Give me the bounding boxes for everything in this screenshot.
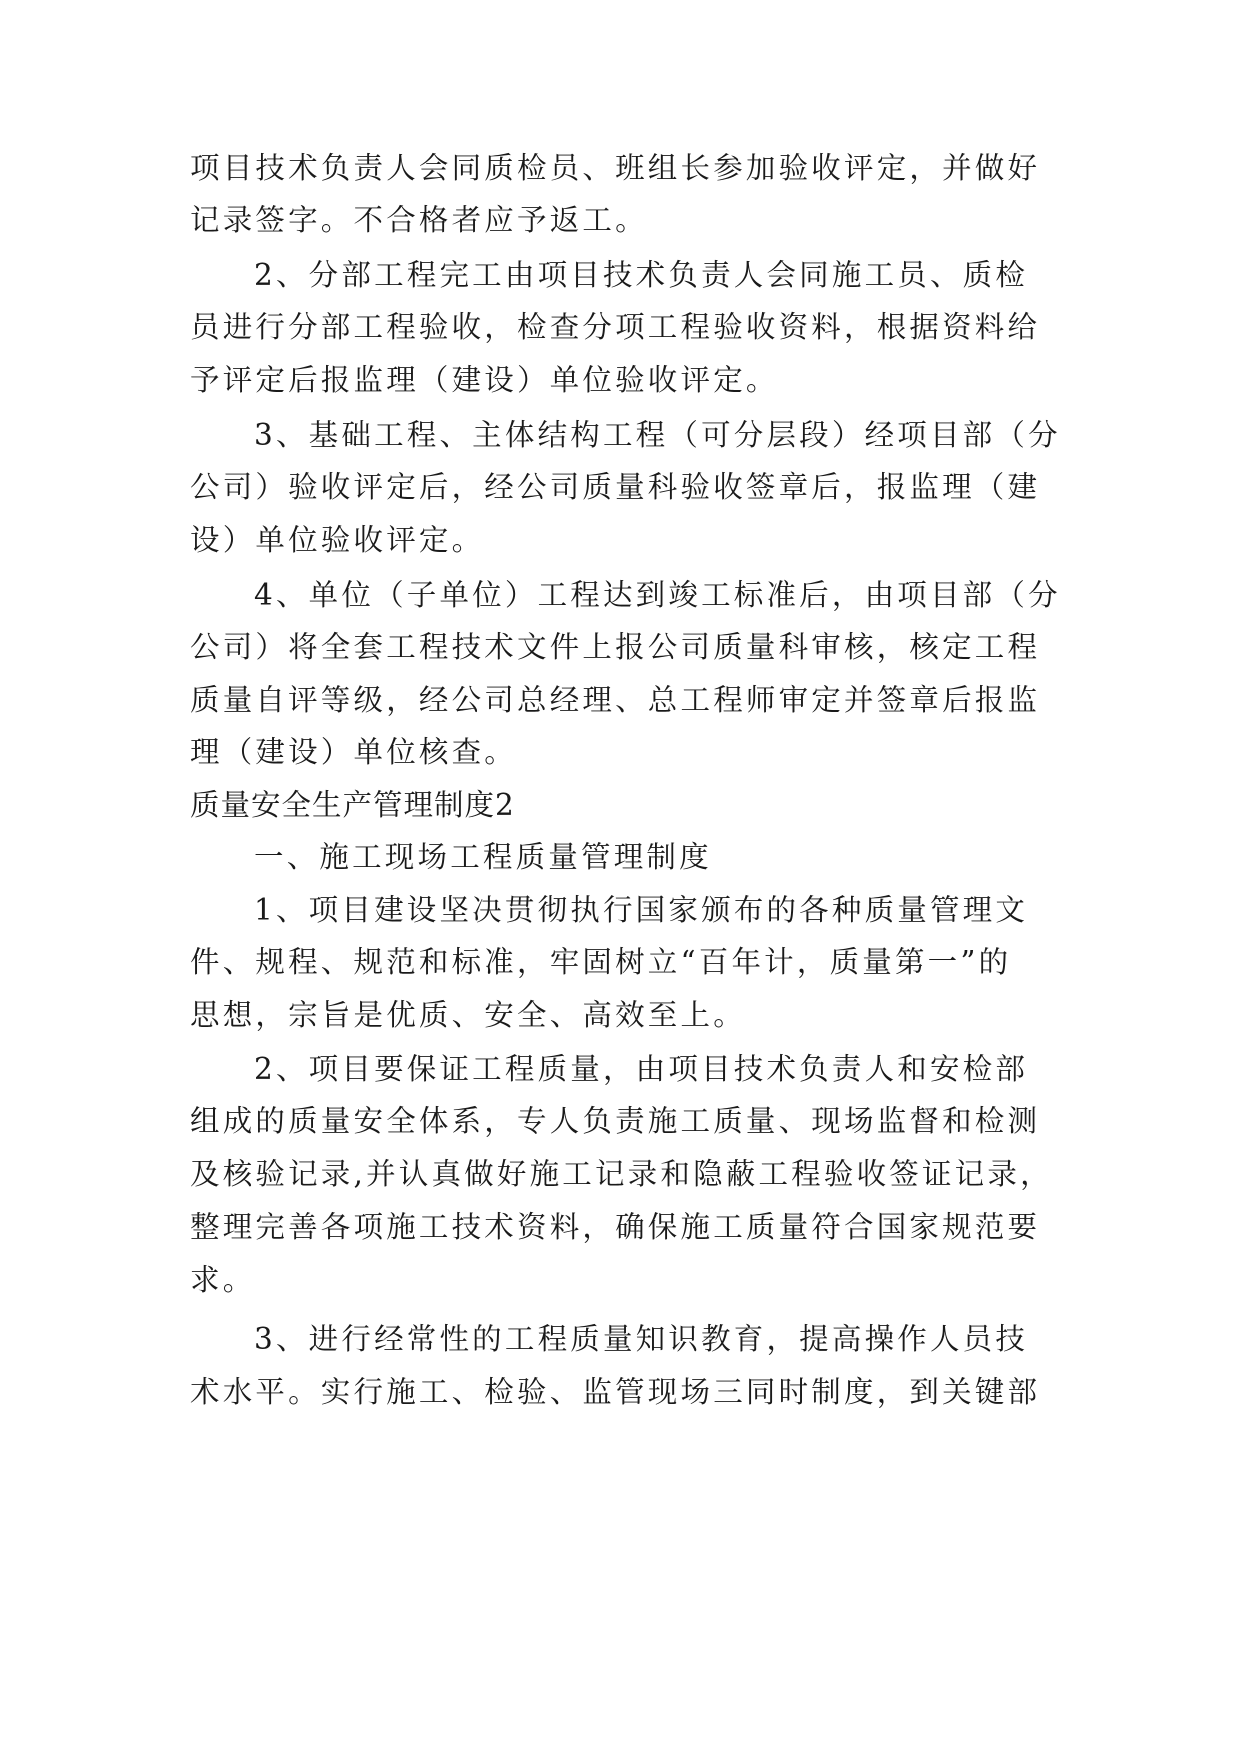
text-line: 思想，宗旨是优质、安全、高效至上。 [190,998,746,1032]
text-line: 公司）验收评定后，经公司质量科验收签章后，报监理（建 [190,470,1041,504]
text-line: 予评定后报监理（建设）单位验收评定。 [190,363,779,397]
text-line: 员进行分部工程验收，检查分项工程验收资料，根据资料给 [190,310,1041,344]
text-line: 4、单位（子单位）工程达到竣工标准后，由项目部（分 [254,578,1061,612]
text-line: 2、项目要保证工程质量，由项目技术负责人和安检部 [254,1052,1029,1086]
text-line: 3、基础工程、主体结构工程（可分层段）经项目部（分 [254,418,1061,452]
text-line: 3、进行经常性的工程质量知识教育，提高操作人员技 [254,1322,1029,1356]
text-line: 理（建设）单位核查。 [190,735,518,769]
text-line: 项目技术负责人会同质检员、班组长参加验收评定，并做好 [190,151,1041,185]
text-line: 公司）将全套工程技术文件上报公司质量科审核，核定工程 [190,630,1041,664]
text-line: 组成的质量安全体系，专人负责施工质量、现场监督和检测 [190,1104,1041,1138]
text-line: 记录签字。不合格者应予返工。 [190,203,648,237]
text-line: 质量自评等级，经公司总经理、总工程师审定并签章后报监 [190,683,1041,717]
section-title: 质量安全生产管理制度2 [190,788,515,822]
text-line: 件、规程、规范和标准，牢固树立“百年计，质量第一”的 [190,945,1012,979]
text-line: 术水平。实行施工、检验、监管现场三同时制度，到关键部 [190,1375,1041,1409]
subsection-title: 一、施工现场工程质量管理制度 [254,840,712,874]
text-line: 2、分部工程完工由项目技术负责人会同施工员、质检 [254,258,1029,292]
text-line: 及核验记录,并认真做好施工记录和隐蔽工程验收签证记录， [190,1157,1053,1191]
text-line: 设）单位验收评定。 [190,523,485,557]
text-line: 求。 [190,1263,256,1297]
text-line: 1、项目建设坚决贯彻执行国家颁布的各种质量管理文 [254,893,1029,927]
text-line: 整理完善各项施工技术资料，确保施工质量符合国家规范要 [190,1210,1041,1244]
